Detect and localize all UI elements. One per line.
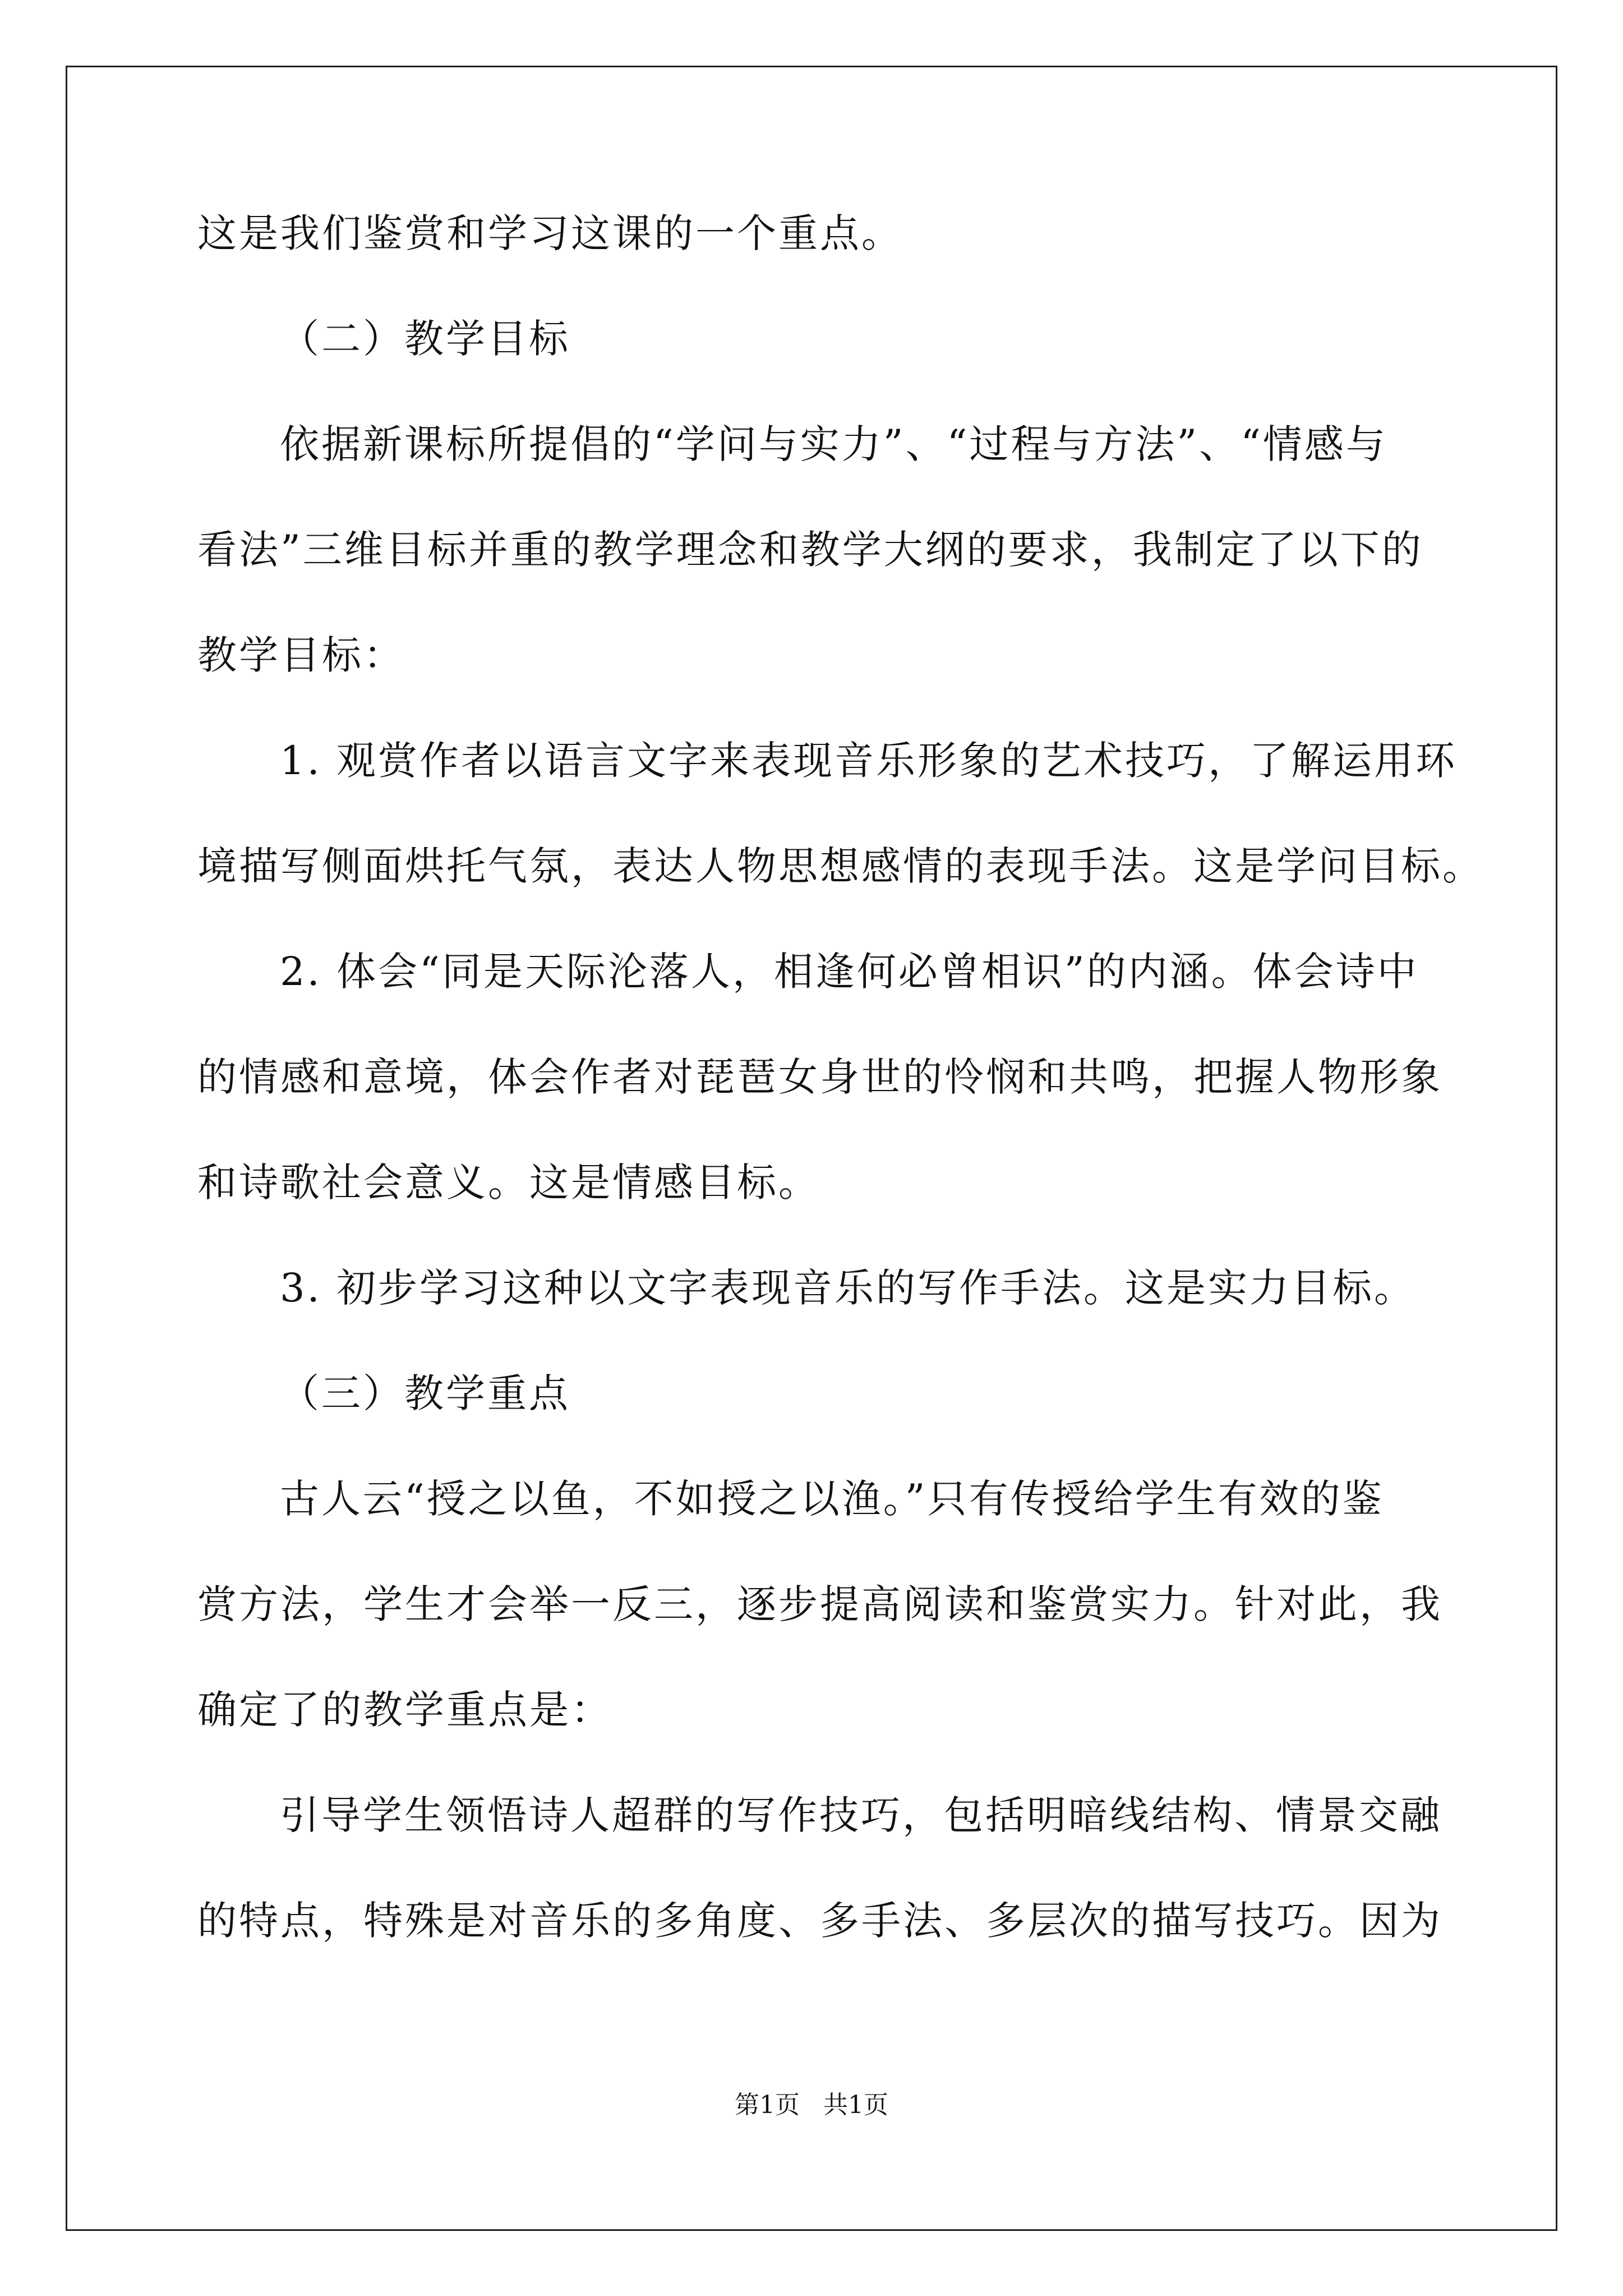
text-line: 引导学生领悟诗人超群的写作技巧，包括明暗线结构、情景交融	[280, 1792, 1442, 1838]
text-line: 看法”三维目标并重的教学理念和教学大纲的要求，我制定了以下的	[197, 527, 1423, 573]
text-line: 古人云“授之以鱼，不如授之以渔。”只有传授给学生有效的鉴	[280, 1476, 1384, 1522]
list-item-1: 1. 观赏作者以语言文字来表现音乐形象的艺术技巧，了解运用环	[280, 738, 1458, 784]
page-number-footer: 第1页 共1页	[735, 2091, 888, 2119]
text-line: 教学目标：	[197, 632, 405, 678]
text-line: 确定了的教学重点是：	[197, 1687, 612, 1733]
list-item-3: 3. 初步学习这种以文字表现音乐的写作手法。这是实力目标。	[280, 1265, 1416, 1311]
text-line: 的情感和意境，体会作者对琵琶女身世的怜悯和共鸣，把握人物形象	[197, 1054, 1442, 1100]
text-line: 这是我们鉴赏和学习这课的一个重点。	[197, 210, 903, 256]
text-line: 依据新课标所提倡的“学问与实力”、“过程与方法”、“情感与	[280, 421, 1387, 467]
section-heading-teaching-focus: （三）教学重点	[280, 1370, 570, 1416]
text-line: 和诗歌社会意义。这是情感目标。	[197, 1159, 820, 1205]
text-line: 赏方法，学生才会举一反三，逐步提高阅读和鉴赏实力。针对此，我	[197, 1581, 1442, 1627]
list-item-2: 2. 体会“同是天际沦落人，相逢何必曾相识”的内涵。体会诗中	[280, 949, 1419, 995]
text-line: 境描写侧面烘托气氛，表达人物思想感情的表现手法。这是学问目标。	[197, 843, 1484, 889]
section-heading-teaching-goals: （二）教学目标	[280, 316, 570, 362]
text-line: 的特点，特殊是对音乐的多角度、多手法、多层次的描写技巧。因为	[197, 1898, 1442, 1944]
